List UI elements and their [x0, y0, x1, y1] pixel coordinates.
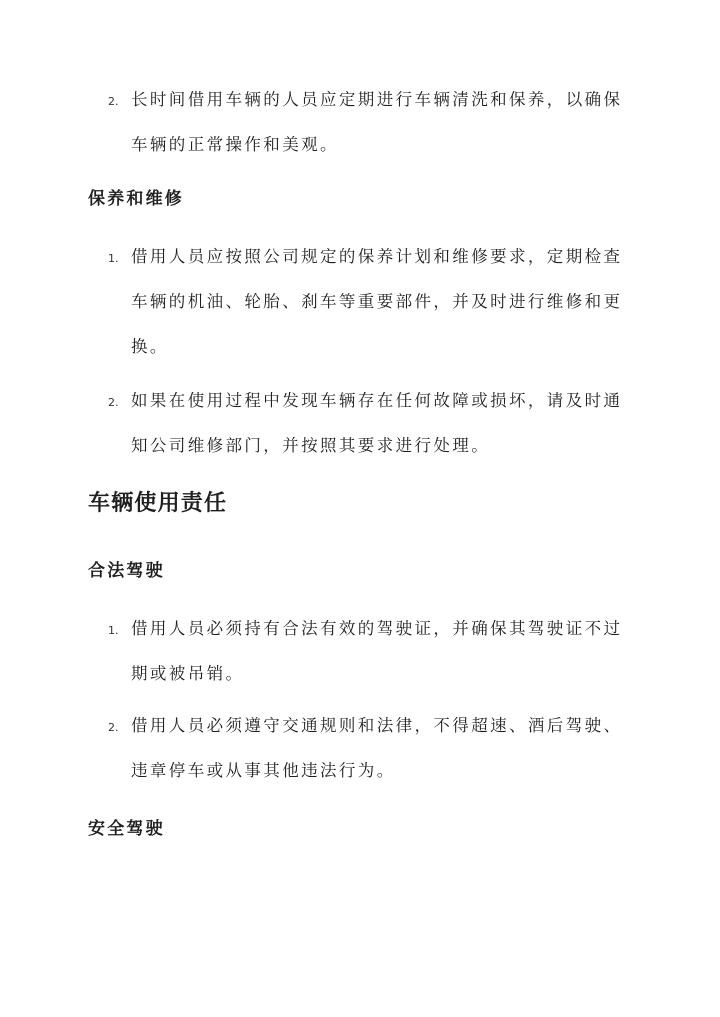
list-text-line: 违章停车或从事其他违法行为。 [131, 761, 396, 780]
list-text-line: 借用人员必须持有合法有效的驾驶证，并确保其驾驶证不过 [131, 619, 623, 638]
list-number: 1. [108, 624, 119, 637]
section-heading-safe-driving: 安全驾驶 [88, 819, 165, 839]
section-heading-maintenance: 保养和维修 [88, 189, 184, 209]
list-text-line: 借用人员必须遵守交通规则和法律，不得超速、酒后驾驶、 [131, 716, 623, 735]
list-text-line: 换。 [131, 337, 169, 356]
list-text-line: 知公司维修部门，并按照其要求进行处理。 [131, 436, 491, 455]
list-number: 1. [108, 252, 119, 265]
list-text-line: 长时间借用车辆的人员应定期进行车辆清洗和保养，以确保 [131, 90, 623, 109]
section-heading-legal-driving: 合法驾驶 [88, 561, 165, 581]
list-number: 2. [108, 396, 119, 409]
list-text-line: 期或被吊销。 [131, 664, 245, 683]
list-text-line: 如果在使用过程中发现车辆存在任何故障或损坏，请及时通 [131, 391, 623, 410]
list-text-line: 车辆的正常操作和美观。 [131, 135, 339, 154]
list-text-line: 借用人员应按照公司规定的保养计划和维修要求，定期检查 [131, 247, 623, 266]
chapter-heading-responsibility: 车辆使用责任 [88, 490, 228, 516]
list-text-line: 车辆的机油、轮胎、刹车等重要部件，并及时进行维修和更 [131, 292, 623, 311]
list-number: 2. [108, 721, 119, 734]
list-number: 2. [108, 95, 119, 108]
